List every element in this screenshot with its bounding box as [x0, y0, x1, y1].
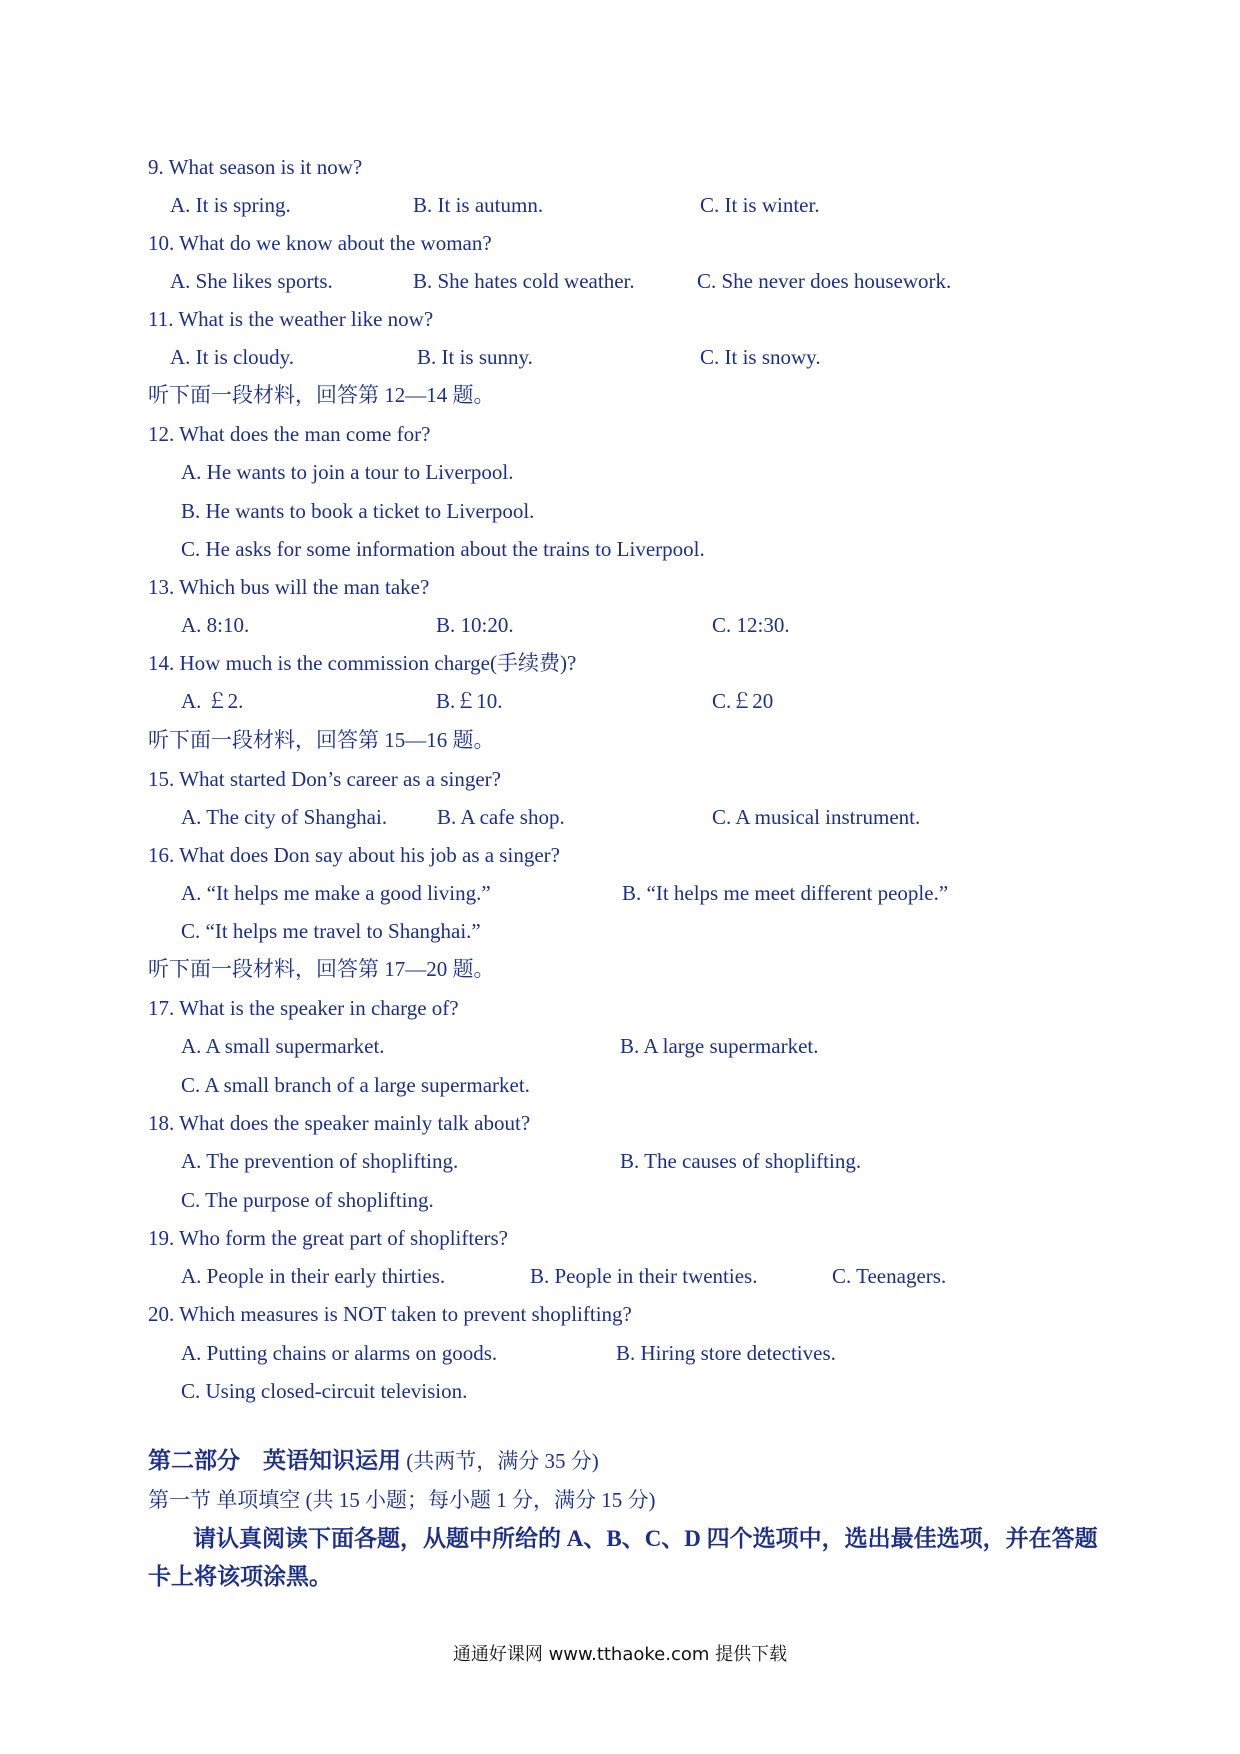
- option-16a: A. “It helps me make a good living.”: [181, 881, 491, 905]
- question-15: 15. What started Don’s career as a singer?: [148, 767, 501, 791]
- option-14c: C.￡20: [712, 689, 774, 713]
- option-12b: B. He wants to book a ticket to Liverpool.: [181, 499, 535, 523]
- option-19c: C. Teenagers.: [832, 1264, 947, 1288]
- option-13a: A. 8:10.: [181, 613, 250, 637]
- option-16b: B. “It helps me meet different people.”: [622, 881, 949, 905]
- question-17: 17. What is the speaker in charge of?: [148, 996, 459, 1020]
- option-12a: A. He wants to join a tour to Liverpool.: [181, 460, 514, 484]
- option-9c: C. It is winter.: [700, 193, 820, 217]
- option-13c: C. 12:30.: [712, 613, 790, 637]
- question-13: 13. Which bus will the man take?: [148, 575, 430, 599]
- option-11a: A. It is cloudy.: [170, 345, 295, 369]
- page-footer: 通通好课网 www.tthaoke.com 提供下载: [452, 1644, 788, 1665]
- option-10b: B. She hates cold weather.: [413, 269, 635, 293]
- option-9b: B. It is autumn.: [413, 193, 544, 217]
- option-20c: C. Using closed-circuit television.: [181, 1379, 468, 1403]
- part2-section1-heading: 第一节 单项填空 (共 15 小题；每小题 1 分，满分 15 分): [148, 1488, 656, 1512]
- option-19b: B. People in their twenties.: [530, 1264, 758, 1288]
- option-14b: B.￡10.: [436, 689, 503, 713]
- option-10c: C. She never does housework.: [697, 269, 952, 293]
- option-11b: B. It is sunny.: [417, 345, 533, 369]
- question-12: 12. What does the man come for?: [148, 422, 431, 446]
- option-15a: A. The city of Shanghai.: [181, 805, 388, 829]
- option-18a: A. The prevention of shoplifting.: [181, 1149, 459, 1173]
- option-16c: C. “It helps me travel to Shanghai.”: [181, 919, 481, 943]
- option-12c: C. He asks for some information about the trains to Liverpool.: [181, 537, 705, 561]
- option-13b: B. 10:20.: [436, 613, 514, 637]
- listen-prompt-12-14: 听下面一段材料，回答第 12—14 题。: [148, 383, 495, 407]
- question-10: 10. What do we know about the woman?: [148, 231, 492, 255]
- question-20: 20. Which measures is NOT taken to prevent shoplifting?: [148, 1302, 632, 1326]
- question-14: 14. How much is the commission charge(手续费)?: [148, 651, 577, 675]
- option-11c: C. It is snowy.: [700, 345, 821, 369]
- part2-title-sub: (共两节，满分 35 分): [401, 1449, 599, 1473]
- option-14a: A. ￡2.: [181, 689, 244, 713]
- option-18b: B. The causes of shoplifting.: [620, 1149, 862, 1173]
- question-16: 16. What does Don say about his job as a singer?: [148, 843, 560, 867]
- option-17b: B. A large supermarket.: [620, 1034, 819, 1058]
- option-15b: B. A cafe shop.: [437, 805, 565, 829]
- option-20b: B. Hiring store detectives.: [616, 1341, 836, 1365]
- option-20a: A. Putting chains or alarms on goods.: [181, 1341, 498, 1365]
- listen-prompt-17-20: 听下面一段材料，回答第 17—20 题。: [148, 957, 495, 981]
- listen-prompt-15-16: 听下面一段材料，回答第 15—16 题。: [148, 728, 495, 752]
- option-9a: A. It is spring.: [170, 193, 291, 217]
- option-17a: A. A small supermarket.: [181, 1034, 385, 1058]
- option-19a: A. People in their early thirties.: [181, 1264, 446, 1288]
- part2-instruction: 请认真阅读下面各题，从题中所给的 A、B、C、D 四个选项中，选出最佳选项，并在答题卡上将该项涂黑。: [148, 1526, 1098, 1589]
- question-19: 19. Who form the great part of shoplifters?: [148, 1226, 509, 1250]
- part2-title: [148, 1446, 599, 1476]
- option-17c: C. A small branch of a large supermarket.: [181, 1073, 530, 1097]
- question-9: 9. What season is it now?: [148, 155, 363, 179]
- option-18c: C. The purpose of shoplifting.: [181, 1188, 434, 1212]
- question-11: 11. What is the weather like now?: [148, 307, 434, 331]
- option-15c: C. A musical instrument.: [712, 805, 921, 829]
- question-18: 18. What does the speaker mainly talk about?: [148, 1111, 531, 1135]
- part2-title-main: 第二部分 英语知识运用: [148, 1448, 401, 1473]
- option-10a: A. She likes sports.: [170, 269, 333, 293]
